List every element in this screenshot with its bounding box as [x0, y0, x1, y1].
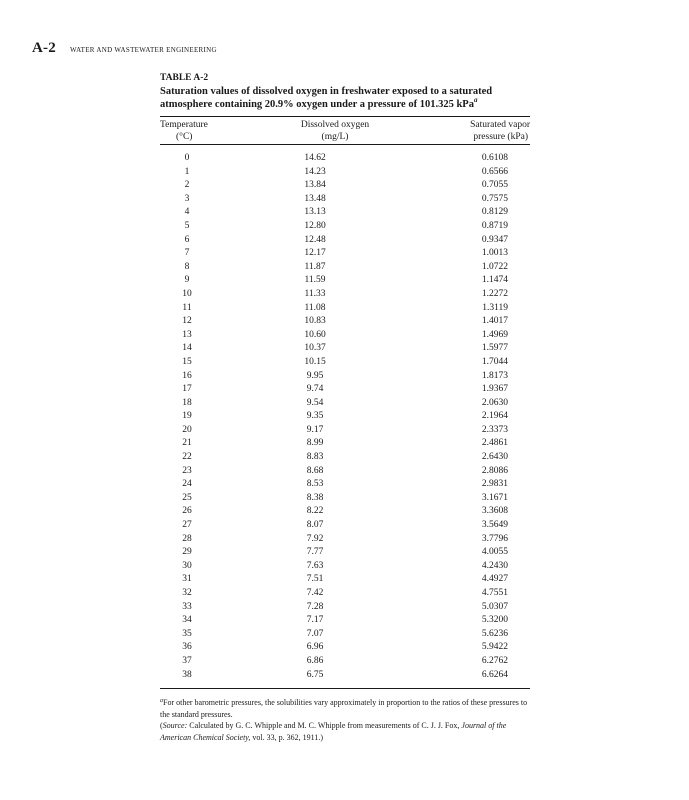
dissolved-oxygen-cell: 9.35	[306, 411, 324, 422]
page-number: A-2	[32, 40, 56, 56]
table-row	[160, 179, 530, 193]
table-row	[160, 356, 530, 370]
footnote-text: For other barometric pressures, the solubilities vary approximately in proportion to the ratios of these pressures to the standard pressures.	[160, 698, 528, 719]
vapor-pressure-cell: 0.6566	[481, 166, 508, 177]
vapor-pressure-cell: 2.8086	[481, 465, 508, 476]
dissolved-oxygen-cell: 13.48	[304, 193, 326, 204]
dissolved-oxygen-cell: 7.51	[306, 574, 324, 585]
table-row	[160, 206, 530, 220]
dissolved-oxygen-cell: 13.13	[304, 207, 326, 218]
temperature-cell: 8	[184, 261, 190, 272]
dissolved-oxygen-cell: 8.68	[306, 465, 324, 476]
vapor-pressure-cell: 2.6430	[481, 452, 508, 463]
vapor-pressure-cell: 1.3119	[482, 302, 508, 313]
table-row	[160, 614, 530, 628]
vapor-pressure-cell: 2.3373	[481, 424, 508, 435]
table-row	[160, 315, 530, 329]
source-label: Source:	[162, 721, 188, 731]
vapor-pressure-cell: 0.6108	[481, 153, 508, 163]
dissolved-oxygen-cell: 7.92	[306, 533, 324, 544]
table-row	[160, 152, 530, 166]
vapor-pressure-cell: 3.5649	[481, 520, 508, 531]
vapor-pressure-cell: 0.9347	[481, 234, 508, 245]
table-row	[160, 669, 530, 683]
temperature-cell: 27	[182, 520, 192, 531]
dissolved-oxygen-cell: 13.84	[304, 180, 326, 191]
column-header-dissolved-oxygen	[230, 119, 440, 144]
vapor-pressure-cell: 5.0307	[481, 601, 508, 612]
citation-details: vol. 33, p. 362, 1911.)	[252, 732, 324, 742]
temperature-cell: 0	[184, 153, 190, 163]
source-text: Calculated by G. C. Whipple and M. C. Whipple from measurements of C. J. J. Fox,	[189, 721, 460, 731]
dissolved-oxygen-cell: 10.15	[304, 356, 326, 367]
temperature-cell: 22	[182, 452, 192, 463]
temperature-cell: 1	[184, 166, 190, 177]
dissolved-oxygen-cell: 9.74	[306, 384, 324, 395]
temperature-cell: 33	[182, 601, 192, 612]
table-body	[160, 145, 530, 682]
vapor-pressure-cell: 0.8129	[481, 207, 508, 218]
temperature-cell: 37	[182, 655, 192, 666]
table-row	[160, 193, 530, 207]
table-row	[160, 601, 530, 615]
vapor-pressure-cell: 3.1671	[481, 492, 508, 503]
vapor-pressure-cell: 0.8719	[481, 220, 508, 231]
footnote-a	[160, 697, 530, 720]
vapor-pressure-cell: 1.9367	[481, 384, 508, 395]
temperature-cell: 21	[182, 438, 192, 449]
table-row	[160, 410, 530, 424]
vapor-pressure-cell: 0.7055	[481, 180, 508, 191]
dissolved-oxygen-cell: 12.80	[304, 220, 326, 231]
column-header-temperature	[160, 119, 230, 144]
table-row	[160, 546, 530, 560]
temperature-cell: 24	[182, 479, 192, 490]
column-header-title: Saturated vapor	[470, 120, 530, 130]
vapor-pressure-cell: 1.5977	[481, 343, 508, 354]
running-head: WATER AND WASTEWATER ENGINEERING	[69, 46, 217, 54]
temperature-cell: 13	[182, 329, 192, 340]
temperature-cell: 38	[182, 669, 192, 680]
table-row	[160, 533, 530, 547]
table-row	[160, 166, 530, 180]
table-row	[160, 505, 530, 519]
table-row	[160, 220, 530, 234]
temperature-cell: 17	[182, 384, 192, 395]
table-row	[160, 397, 530, 411]
temperature-cell: 23	[182, 465, 192, 476]
table-row	[160, 342, 530, 356]
table-block	[160, 72, 530, 743]
temperature-cell: 28	[182, 533, 192, 544]
dissolved-oxygen-cell: 8.83	[306, 452, 324, 463]
temperature-cell: 6	[184, 234, 190, 245]
dissolved-oxygen-cell: 14.23	[304, 166, 326, 177]
temperature-cell: 35	[182, 628, 192, 639]
table-row	[160, 587, 530, 601]
dissolved-oxygen-cell: 11.33	[304, 288, 326, 299]
vapor-pressure-cell: 1.0013	[481, 248, 508, 259]
dissolved-oxygen-cell: 11.08	[304, 302, 326, 313]
vapor-pressure-cell: 3.3608	[481, 506, 508, 517]
table-row	[160, 329, 530, 343]
table-row	[160, 274, 530, 288]
column-header-unit: (°C)	[176, 132, 193, 142]
temperature-cell: 15	[182, 356, 192, 367]
vapor-pressure-cell: 5.6236	[481, 628, 508, 639]
temperature-cell: 16	[182, 370, 192, 381]
dissolved-oxygen-cell: 6.75	[306, 669, 324, 680]
dissolved-oxygen-cell: 8.07	[306, 520, 324, 531]
temperature-cell: 36	[182, 642, 192, 653]
dissolved-oxygen-cell: 8.53	[306, 479, 324, 490]
table-row	[160, 302, 530, 316]
dissolved-oxygen-cell: 10.60	[304, 329, 326, 340]
dissolved-oxygen-cell: 7.77	[306, 547, 324, 558]
dissolved-oxygen-cell: 14.62	[304, 153, 326, 163]
table-row	[160, 451, 530, 465]
dissolved-oxygen-cell: 12.17	[304, 248, 326, 259]
footnote-marker: a	[160, 698, 163, 705]
column-header-unit: (mg/L)	[321, 132, 349, 142]
table-row	[160, 288, 530, 302]
temperature-cell: 34	[182, 615, 192, 626]
table-row	[160, 424, 530, 438]
vapor-pressure-cell: 0.7575	[481, 193, 508, 204]
footnotes	[160, 697, 530, 743]
vapor-pressure-cell: 4.2430	[481, 560, 508, 571]
column-headers	[160, 117, 530, 144]
table-row	[160, 573, 530, 587]
dissolved-oxygen-cell: 7.63	[306, 560, 324, 571]
vapor-pressure-cell: 2.9831	[481, 479, 508, 490]
table-row	[160, 247, 530, 261]
dissolved-oxygen-cell: 12.48	[304, 234, 326, 245]
table-row	[160, 437, 530, 451]
vapor-pressure-cell: 3.7796	[481, 533, 508, 544]
table-row	[160, 641, 530, 655]
table-row	[160, 655, 530, 669]
dissolved-oxygen-cell: 7.17	[306, 615, 324, 626]
vapor-pressure-cell: 1.2272	[481, 288, 508, 299]
table-row	[160, 519, 530, 533]
temperature-cell: 12	[182, 316, 192, 327]
vapor-pressure-cell: 5.9422	[481, 642, 508, 653]
temperature-cell: 20	[182, 424, 192, 435]
dissolved-oxygen-cell: 8.22	[306, 506, 324, 517]
table-row	[160, 234, 530, 248]
temperature-cell: 5	[184, 220, 190, 231]
journal-name: Journal of the American Chemical Society,	[160, 721, 507, 742]
dissolved-oxygen-cell: 7.42	[306, 588, 324, 598]
temperature-cell: 18	[182, 397, 192, 408]
dissolved-oxygen-cell: 9.54	[306, 397, 324, 408]
column-header-unit: pressure (kPa)	[473, 132, 528, 142]
vapor-pressure-cell: 4.4927	[481, 574, 508, 585]
column-header-vapor-pressure	[440, 119, 530, 144]
dissolved-oxygen-cell: 11.87	[304, 261, 326, 272]
dissolved-oxygen-cell: 8.38	[306, 492, 324, 503]
dissolved-oxygen-cell: 8.99	[306, 438, 324, 449]
temperature-cell: 3	[184, 193, 190, 204]
temperature-cell: 31	[182, 574, 192, 585]
page-header	[32, 40, 217, 60]
temperature-cell: 26	[182, 506, 192, 517]
temperature-cell: 7	[184, 248, 190, 259]
temperature-cell: 2	[184, 180, 190, 191]
temperature-cell: 25	[182, 492, 192, 503]
temperature-cell: 11	[182, 302, 192, 313]
temperature-cell: 32	[182, 588, 192, 598]
temperature-cell: 10	[182, 288, 192, 299]
vapor-pressure-cell: 1.0722	[481, 261, 508, 272]
table-bottom-rule	[160, 688, 530, 689]
vapor-pressure-cell: 5.3200	[481, 615, 508, 626]
vapor-pressure-cell: 6.6264	[481, 669, 508, 680]
table-row	[160, 370, 530, 384]
dissolved-oxygen-cell: 6.96	[306, 642, 324, 653]
vapor-pressure-cell: 1.4017	[481, 316, 508, 327]
vapor-pressure-cell: 2.0630	[481, 397, 508, 408]
dissolved-oxygen-cell: 7.28	[306, 601, 324, 612]
source-note: (Source: Calculated by G. C. Whipple and M. C. Whipple from measurements of C. J. J. Fox, Journal of the American Chemical Society, vol. 33, p. 362, 1911.)	[160, 721, 507, 742]
vapor-pressure-cell: 1.1474	[481, 275, 508, 286]
vapor-pressure-cell: 1.4969	[481, 329, 508, 340]
vapor-pressure-cell: 1.7044	[481, 356, 508, 367]
table-row	[160, 478, 530, 492]
table-caption-text: Saturation values of dissolved oxygen in freshwater exposed to a saturated atmosphere containing 20.9% oxygen under a pressure of 101.325 kPa	[160, 86, 493, 110]
temperature-cell: 29	[182, 547, 192, 558]
table-row	[160, 261, 530, 275]
column-header-title: Dissolved oxygen	[300, 120, 370, 130]
table-row	[160, 465, 530, 479]
vapor-pressure-cell: 4.0055	[481, 547, 508, 558]
dissolved-oxygen-cell: 7.07	[306, 628, 324, 639]
table-row	[160, 383, 530, 397]
vapor-pressure-cell: 6.2762	[481, 655, 508, 666]
table-caption	[160, 85, 530, 111]
temperature-cell: 30	[182, 560, 192, 571]
vapor-pressure-cell: 2.4861	[481, 438, 508, 449]
dissolved-oxygen-cell: 11.59	[304, 275, 326, 286]
vapor-pressure-cell: 4.7551	[481, 588, 508, 598]
dissolved-oxygen-cell: 10.83	[304, 316, 326, 327]
dissolved-oxygen-cell: 10.37	[304, 343, 326, 354]
table-row	[160, 560, 530, 574]
dissolved-oxygen-cell: 6.86	[306, 655, 324, 666]
temperature-cell: 19	[182, 411, 192, 422]
vapor-pressure-cell: 1.8173	[481, 370, 508, 381]
caption-footnote-marker: a	[473, 96, 478, 104]
temperature-cell: 9	[184, 275, 190, 286]
temperature-cell: 14	[182, 343, 192, 354]
temperature-cell: 4	[184, 207, 190, 218]
table-label: TABLE A-2	[160, 73, 209, 83]
dissolved-oxygen-cell: 9.95	[306, 370, 324, 381]
table-row	[160, 492, 530, 506]
table-row	[160, 628, 530, 642]
dissolved-oxygen-cell: 9.17	[306, 424, 324, 435]
column-header-title: Temperature	[160, 120, 208, 130]
vapor-pressure-cell: 2.1964	[481, 411, 508, 422]
